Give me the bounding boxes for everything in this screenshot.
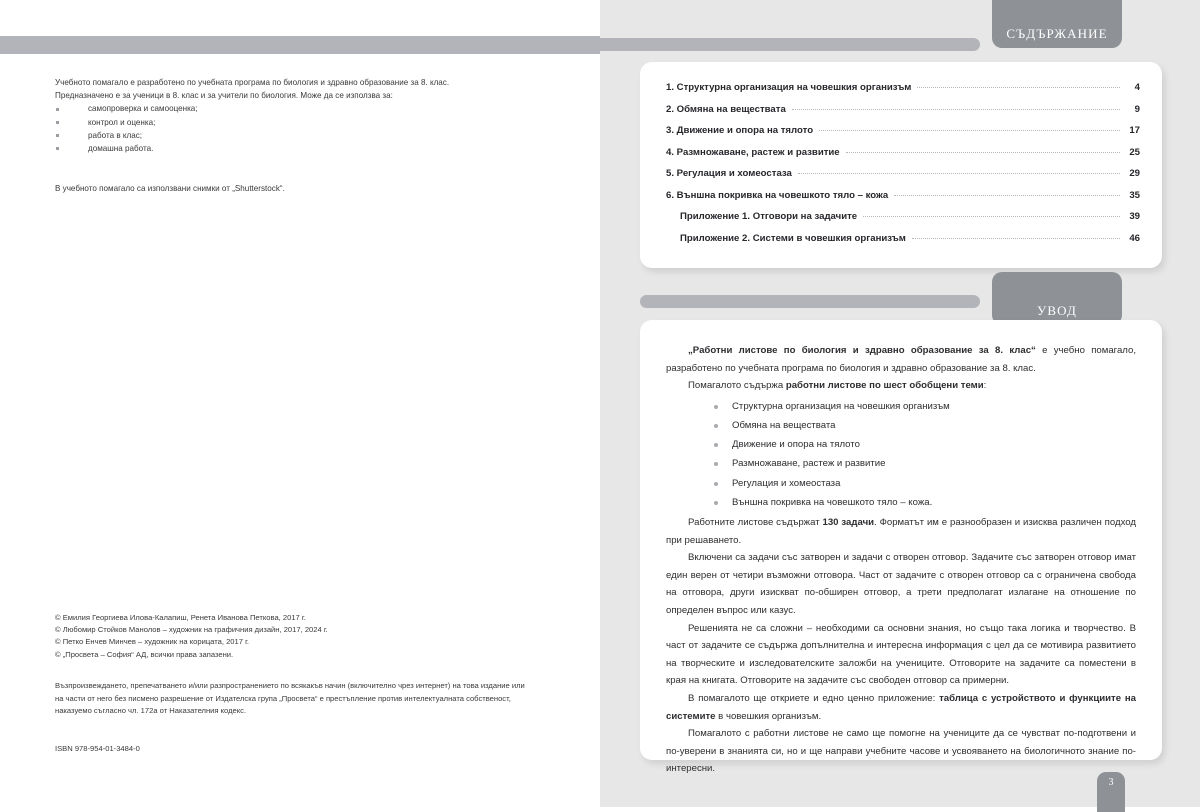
intro-paragraph-6-pre: В помагалото ще откриете и едно ценно приложение: — [688, 692, 940, 704]
usage-list — [55, 102, 525, 155]
toc-leader-dots — [894, 195, 1120, 196]
toc-entry[interactable] — [666, 82, 1140, 104]
toc-entry[interactable] — [666, 211, 1140, 233]
copyright-line: © „Просвета – София“ АД, всички права запазени. — [55, 649, 234, 659]
intro-line-1: Учебното помагало е разработено по учебната програма по биология и здравно образование за 8. клас. — [55, 78, 450, 87]
intro-paragraph-2-post: : — [983, 380, 987, 392]
introduction-body — [640, 320, 1162, 778]
intro-paragraph-3-pre: Работните листове съдържат — [688, 517, 823, 528]
toc-entry[interactable] — [666, 125, 1140, 147]
list-item: контрол и оценка; — [55, 116, 525, 129]
legal-notice-text: Възпроизвеждането, препечатването и/или разпространението по всякакъв начин (включително чрез интернет) на това издание или на части от него без писмено разрешение от Издателска група „Просвета“ е престъпление против интелектуалната собственост, наказуемо съгласно чл. 172а от Наказателния кодекс. — [55, 680, 525, 716]
toc-entry-page: 25 — [1129, 146, 1140, 158]
toc-entry-label: 1. Структурна организация на човешкия организъм — [666, 82, 912, 93]
intro-topics-list — [666, 397, 1136, 512]
toc-leader-dots — [912, 238, 1120, 239]
toc-entry-page: 46 — [1129, 232, 1140, 244]
copyright-line: © Петко Енчев Минчев – художник на корицата, 2017 г. — [55, 637, 250, 647]
toc-entry[interactable] — [666, 168, 1140, 190]
toc-entry-page: 17 — [1129, 125, 1140, 136]
intro-line-2: Предназначено е за ученици в 8. клас и за учители по биология. Може да се използва за: — [55, 91, 393, 101]
table-of-contents-card — [640, 62, 1162, 268]
toc-entry[interactable] — [666, 190, 1140, 212]
list-item: Външна покривка на човешкото тяло – кожа. — [666, 493, 1136, 512]
intro-paragraph-1-rest: е учебно помагало, разработено по учебната програма по биология и здравно образование за 8. клас. — [666, 345, 1136, 374]
task-count-bold: 130 задачи — [822, 517, 875, 528]
list-item: самопроверка и самооценка; — [55, 102, 525, 115]
intro-header-label: УВОД — [1037, 303, 1077, 318]
toc-entry-label: Приложение 2. Системи в човешкия организъм — [680, 232, 906, 244]
list-item: Размножаване, растеж и развитие — [666, 454, 1136, 473]
introduction-card — [640, 320, 1162, 775]
toc-leader-dots — [819, 130, 1120, 131]
list-item: домашна работа. — [55, 142, 525, 155]
toc-leader-dots — [917, 87, 1120, 88]
intro-paragraph-2 — [666, 377, 1136, 395]
list-item: Регулация и хомеостаза — [666, 474, 1136, 493]
toc-header-tab — [992, 0, 1122, 48]
list-item: Структурна организация на човешкия организъм — [666, 397, 1136, 416]
left-page — [0, 0, 600, 807]
intro-paragraph-3-post: . Форматът им е разнообразен и изисква различен подход при решаването. — [666, 517, 1137, 546]
intro-paragraph-2-pre: Помагалото съдържа — [688, 380, 786, 392]
right-page — [600, 0, 1200, 807]
intro-topics-bold: работни листове по шест обобщени теми — [785, 380, 984, 392]
photo-credit-note: В учебното помагало са използвани снимки от „Shutterstock“. — [55, 184, 285, 194]
toc-list — [640, 62, 1162, 254]
intro-paragraph-3 — [666, 514, 1136, 549]
intro-paragraph-6-post: в човешкия организъм. — [715, 710, 822, 722]
intro-title-bold: „Работни листове по биология и здравно образование за 8. клас“ — [688, 345, 1036, 356]
list-item: Движение и опора на тялото — [666, 435, 1136, 454]
toc-entry-label: 2. Обмяна на веществата — [666, 103, 786, 115]
copyright-line: © Емилия Георгиева Илова-Калапиш, Ренета Иванова Петкова, 2017 г. — [55, 613, 306, 622]
copyright-line: © Любомир Стойков Манолов – художник на графичния дизайн, 2017, 2024 г. — [55, 625, 328, 635]
appendix-table-bold: таблица с устройството и функциите на системите — [666, 692, 1136, 722]
intro-header-tab — [992, 272, 1122, 325]
page-number-label: 3 — [1108, 777, 1114, 788]
intro-paragraph-1 — [666, 342, 1136, 377]
left-page-intro-block — [55, 76, 525, 195]
intro-paragraph-4: Включени са задачи със затворен и задачи с отворен отговор. Задачите със затворен отговор имат един верен от четири възможни отговора. Част от задачите с отворен отговор са с ограничена свобода на отговора, други изискват по-обширен отговор, а трети предполагат излагане на отношение по определен въпрос или казус. — [666, 552, 1136, 616]
toc-leader-dots — [846, 152, 1120, 153]
page-number-tab — [1097, 772, 1125, 812]
toc-entry-page: 9 — [1134, 103, 1140, 115]
list-item: Обмяна на веществата — [666, 416, 1136, 435]
toc-leader-dots — [792, 109, 1120, 110]
intro-paragraph-5: Решенията не са сложни – необходими са основни знания, но също така логика и творчество. В част от задачите се съдържа допълнителна и интересна информация с цел да се мотивира развитието на творческите и изследователските заложби на учениците. Отговорите на задачите са поместени в края на книгата. Отговорите на задачите със свободен отговор са примерни. — [666, 622, 1136, 687]
toc-entry-label: Приложение 1. Отговори на задачите — [680, 211, 858, 222]
legal-block — [55, 612, 525, 755]
toc-header-rule — [0, 38, 980, 51]
toc-header-label: СЪДЪРЖАНИЕ — [1006, 26, 1108, 41]
intro-paragraph-7: Помагалото с работни листове не само ще помогне на учениците да се чувстват по-подготвени и по-уверени в знанията си, но и ще направи учебните часове и усвояването на биологичното знание по-интересни. — [666, 728, 1136, 775]
isbn-text: ISBN 978-954-01-3484-0 — [55, 744, 140, 754]
toc-entry-label: 5. Регулация и хомеостаза — [666, 168, 792, 179]
toc-leader-dots — [798, 173, 1120, 174]
list-item: работа в клас; — [55, 129, 525, 142]
toc-entry-label: 4. Размножаване, растеж и развитие — [666, 146, 840, 158]
toc-entry[interactable] — [666, 233, 1140, 255]
toc-entry-page: 29 — [1129, 168, 1140, 179]
toc-leader-dots — [863, 216, 1120, 217]
toc-entry-page: 4 — [1134, 82, 1140, 93]
toc-entry[interactable] — [666, 104, 1140, 126]
intro-paragraph-6 — [666, 690, 1136, 725]
toc-entry-page: 39 — [1129, 211, 1140, 222]
toc-entry-page: 35 — [1129, 189, 1140, 201]
toc-entry-label: 3. Движение и опора на тялото — [666, 125, 814, 136]
intro-header-rule — [640, 295, 980, 308]
toc-entry[interactable] — [666, 147, 1140, 169]
toc-entry-label: 6. Външна покривка на човешкото тяло – кожа — [666, 189, 889, 201]
